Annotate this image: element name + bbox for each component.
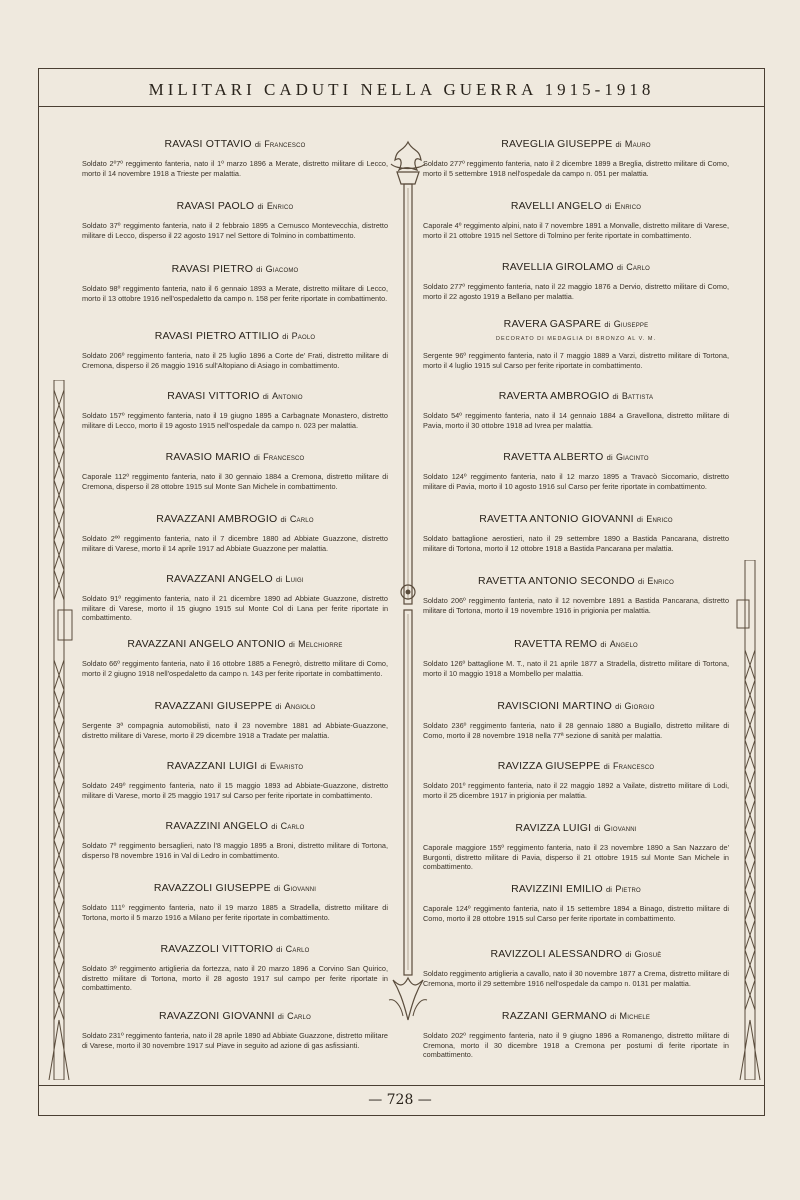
father-name: Angelo xyxy=(609,639,638,649)
entry-description: Sergente 96º reggimento fanteria, nato il 7 maggio 1889 a Varzi, distretto militare di Tortona, morto il 4 luglio 1915 sul Carso per ferite riportate in combattimento. xyxy=(423,351,729,370)
soldier-name: RAVIZZINI EMILIO xyxy=(511,883,603,895)
father-name: Giovanni xyxy=(603,823,637,833)
father-name: Carlo xyxy=(280,821,305,831)
soldier-name: RAVAZZANI LUIGI xyxy=(166,760,258,772)
di-label: di xyxy=(276,575,283,584)
entry-description: Soldato 98º reggimento fanteria, nato il 6 gennaio 1893 a Merate, distretto militare di Lecco, morto il 13 ottobre 1916 nell'ospedaletto da campo n. 158 per ferite riportate in combattimento. xyxy=(82,284,388,303)
di-label: di xyxy=(282,332,289,341)
entry-description: Soldato 277º reggimento fanteria, nato il 2 dicembre 1899 a Breglia, distretto militare di Como, morto il 5 settembre 1918 nell'ospedale da campo n. 051 per malattia. xyxy=(423,159,729,178)
entry-name xyxy=(82,700,388,712)
di-label: di xyxy=(288,640,295,649)
entry-name xyxy=(423,638,729,650)
entry-description: Soldato 124º reggimento fanteria, nato il 12 marzo 1895 a Travacò Siccomario, distretto militare di Pavia, morto il 10 agosto 1916 sul Carso per ferite riportate in combattimento. xyxy=(423,472,729,491)
entry-name xyxy=(423,200,729,212)
entry-description: Soldato 126º battaglione M. T., nato il 21 aprile 1877 a Stradella, distretto militare di Tortona, morto il 10 maggio 1918 a Mombello per malattia. xyxy=(423,659,729,678)
soldier-name: RAVISCIONI MARTINO xyxy=(497,700,613,712)
entry-description: Soldato 249º reggimento fanteria, nato il 15 maggio 1893 ad Abbiate-Guazzone, distretto militare di Varese, morto il 25 maggio 1917 sul Carso per ferite riportate in combattimento. xyxy=(82,781,388,800)
father-name: Carlo xyxy=(287,1011,311,1021)
entry-name xyxy=(82,1010,388,1022)
entry-description: Soldato 54º reggimento fanteria, nato il 14 gennaio 1884 a Gravellona, distretto militare di Pavia, morto il 30 ottobre 1918 ad Ivrea per malattia. xyxy=(423,411,729,430)
entry xyxy=(423,760,729,800)
decoration-note: DECORATO DI MEDAGLIA DI BRONZO AL V. M. xyxy=(495,336,657,342)
entry-name xyxy=(423,390,729,402)
entry-name xyxy=(423,760,729,772)
father-name: Evaristo xyxy=(269,761,304,771)
di-label: di xyxy=(256,265,263,274)
entry-name xyxy=(423,948,729,960)
entry-description: Soldato 202º reggimento fanteria, nato il 9 giugno 1896 a Romanengo, distretto militare di Cremona, morto il 30 dicembre 1918 a Cremona per postumi di ferite riportate in combattimento. xyxy=(423,1031,729,1060)
di-label: di xyxy=(276,945,283,954)
father-name: Giacinto xyxy=(615,452,649,462)
father-name: Enrico xyxy=(646,514,673,524)
father-name: Giorgio xyxy=(624,701,655,711)
father-name: Giovanni xyxy=(283,883,317,893)
soldier-name: RAVAZZANI AMBROGIO xyxy=(156,513,278,525)
soldier-name: RAVETTA ALBERTO xyxy=(503,451,604,463)
header-rule xyxy=(38,106,765,107)
soldier-name: RAVIZZOLI ALESSANDRO xyxy=(490,948,623,960)
entry-description: Caporale 124º reggimento fanteria, nato il 15 settembre 1894 a Binago, distretto militare di Como, morto il 28 ottobre 1915 sul Carso per ferite riportate in combattimento. xyxy=(423,904,729,923)
entry-description: Soldato 201º reggimento fanteria, nato il 22 maggio 1892 a Vailate, distretto militare di Lodi, morto il 25 dicembre 1917 in prigionia per malattia. xyxy=(423,781,729,800)
entry-description: Soldato 91º reggimento fanteria, nato il 21 dicembre 1890 ad Abbiate Guazzone, distretto militare di Varese, morto il 15 giugno 1915 sul Monte Col di Lana per ferite riportate in combattimento. xyxy=(82,594,388,623)
di-label: di xyxy=(253,453,260,462)
entry xyxy=(82,330,388,370)
soldier-name: RAZZANI GERMANO xyxy=(501,1010,607,1022)
father-name: Enrico xyxy=(647,576,674,586)
entry xyxy=(82,638,388,678)
di-label: di xyxy=(257,202,264,211)
father-name: Michele xyxy=(619,1011,651,1021)
entry-description: Soldato 37º reggimento fanteria, nato il 2 febbraio 1895 a Cernusco Montevecchia, distretto militare di Lecco, disperso il 22 agosto 1917 nel Settore di Tolmino in combattimento. xyxy=(82,221,388,240)
entry xyxy=(423,318,729,370)
entry xyxy=(82,1010,388,1050)
entry xyxy=(82,882,388,922)
di-label: di xyxy=(638,577,645,586)
entry-description: Soldato 236º reggimento fanteria, nato il 28 gennaio 1880 a Bugiallo, distretto militare di Como, morto il 28 novembre 1918 nella 77ª sezione di sanità per malattia. xyxy=(423,721,729,740)
father-name: Giacomo xyxy=(265,264,299,274)
soldier-name: RAVAZZANI ANGELO xyxy=(166,573,273,585)
entry-name xyxy=(82,943,388,955)
entry-name xyxy=(82,138,388,150)
entry xyxy=(423,700,729,740)
entry-name xyxy=(82,638,388,650)
soldier-name: RAVELLIA GIROLAMO xyxy=(501,261,614,273)
father-name: Giosuè xyxy=(634,949,662,959)
soldier-name: RAVASIO MARIO xyxy=(165,451,251,463)
entry-description: Soldato 2ºº reggimento fanteria, nato il 7 dicembre 1880 ad Abbiate Guazzone, distretto militare di Varese, morto il 14 aprile 1917 ad Abbiate Guazzone per malattia. xyxy=(82,534,388,553)
entry-description: Soldato 66º reggimento fanteria, nato il 16 ottobre 1885 a Fenegrò, distretto militare di Como, morto il 2 giugno 1918 nell'ospedaletto da campo n. 143 per ferite riportate in combattimento. xyxy=(82,659,388,678)
soldier-name: RAVELLI ANGELO xyxy=(510,200,603,212)
entry xyxy=(423,638,729,678)
di-label: di xyxy=(616,263,624,272)
entry-description: Soldato 2º7º reggimento fanteria, nato il 1º marzo 1896 a Merate, distretto militare di Lecco, morto il 14 novembre 1918 a Trieste per malattia. xyxy=(82,159,388,178)
soldier-name: RAVETTA ANTONIO GIOVANNI xyxy=(479,513,634,525)
soldier-name: RAVIZZA LUIGI xyxy=(515,822,592,834)
entry-name xyxy=(82,390,388,402)
entry xyxy=(82,200,388,240)
entry-description: Soldato 231º reggimento fanteria, nato il 28 aprile 1890 ad Abbiate Guazzone, distretto militare di Varese, morto il 30 novembre 1917 sul Piave in seguito ad azione di gas asfissianti. xyxy=(82,1031,388,1050)
father-name: Carlo xyxy=(285,944,310,954)
entry-name xyxy=(82,573,388,585)
soldier-name: RAVEGLIA GIUSEPPE xyxy=(501,138,613,150)
entry xyxy=(82,513,388,553)
soldier-name: RAVERA GASPARE xyxy=(503,318,602,330)
father-name: Battista xyxy=(621,391,654,401)
entry-description: Soldato 206º reggimento fanteria, nato il 12 novembre 1891 a Bastida Pancarana, distretto militare di Tortona, morto il 19 novembre 1916 in prigionia per malattia. xyxy=(423,596,729,615)
di-label: di xyxy=(260,762,267,771)
entry xyxy=(423,200,729,240)
di-label: di xyxy=(277,1012,284,1021)
entry-name xyxy=(423,883,729,895)
entry-description: Soldato 3º reggimento artiglieria da fortezza, nato il 20 marzo 1896 a Corvino San Quirico, distretto militare di Tortona, morto il 28 agosto 1917 sul campo per ferite riportate in combattimento. xyxy=(82,964,388,993)
entry-description: Soldato 206º reggimento fanteria, nato il 25 luglio 1896 a Corte de' Frati, distretto militare di Cremona, disperso il 26 maggio 1916 sull'Altopiano di Asiago in combattimento. xyxy=(82,351,388,370)
di-label: di xyxy=(600,640,607,649)
father-name: Paolo xyxy=(291,331,316,341)
entry-name xyxy=(423,261,729,273)
entry-name xyxy=(82,760,388,772)
di-label: di xyxy=(625,950,632,959)
entry xyxy=(82,760,388,800)
di-label: di xyxy=(275,702,282,711)
father-name: Carlo xyxy=(626,262,651,272)
entry-name xyxy=(423,1010,729,1022)
di-label: di xyxy=(603,762,610,771)
soldier-name: RAVASI PIETRO xyxy=(171,263,254,275)
entry xyxy=(423,390,729,430)
entry-name xyxy=(82,820,388,832)
entry-description: Soldato 157º reggimento fanteria, nato il 19 giugno 1895 a Carbagnate Monastero, distretto militare di Lecco, morto il 19 agosto 1915 nell'ospedale da campo n. 023 per malattia. xyxy=(82,411,388,430)
entry-description: Soldato 7º reggimento bersaglieri, nato l'8 maggio 1895 a Broni, distretto militare di Tortona, disperso l'8 novembre 1916 in Val di Ledro in combattimento. xyxy=(82,841,388,860)
father-name: Luigi xyxy=(285,574,304,584)
entry xyxy=(423,138,729,178)
soldier-name: RAVETTA REMO xyxy=(514,638,598,650)
left-side-ornament xyxy=(44,380,74,1080)
entry-description: Caporale maggiore 155º reggimento fanteria, nato il 23 novembre 1890 a San Nazzaro de' Burgonti, distretto militare di Pavia, disperso il 21 ottobre 1915 sul Monte San Michele in combattimento. xyxy=(423,843,729,872)
father-name: Francesco xyxy=(263,452,305,462)
entry-name xyxy=(423,451,729,463)
father-name: Enrico xyxy=(614,201,642,211)
entry-name xyxy=(423,138,729,150)
soldier-name: RAVASI PAOLO xyxy=(176,200,255,212)
di-label: di xyxy=(605,885,613,894)
entry xyxy=(423,822,729,872)
father-name: Mauro xyxy=(624,139,651,149)
soldier-name: RAVAZZOLI VITTORIO xyxy=(160,943,274,955)
soldier-name: RAVAZZONI GIOVANNI xyxy=(159,1010,275,1022)
page-number: — 728 — xyxy=(368,1092,432,1108)
entry xyxy=(423,575,729,615)
di-label: di xyxy=(271,822,278,831)
father-name: Enrico xyxy=(266,201,294,211)
soldier-name: RAVAZZINI ANGELO xyxy=(165,820,269,832)
footer-rule xyxy=(38,1085,765,1086)
soldier-name: RAVAZZANI ANGELO ANTONIO xyxy=(127,638,286,650)
di-label: di xyxy=(615,702,622,711)
di-label: di xyxy=(615,140,622,149)
entry-name xyxy=(82,200,388,212)
entry-description: Sergente 3ª compagnia automobilisti, nato il 23 novembre 1881 ad Abbiate-Guazzone, distretto militare di Varese, morto il 29 dicembre 1918 a Tradate per malattia. xyxy=(82,721,388,740)
entry-description: Caporale 4º reggimento alpini, nato il 7 novembre 1891 a Monvalle, distretto militare di Varese, morto il 21 ottobre 1915 nel Settore di Tolmino per ferite riportate in combattimento. xyxy=(423,221,729,240)
di-label: di xyxy=(262,392,269,401)
entry-name xyxy=(82,513,388,525)
soldier-name: RAVAZZOLI GIUSEPPE xyxy=(153,882,271,894)
entry xyxy=(82,573,388,623)
entry xyxy=(82,943,388,993)
entry xyxy=(423,261,729,301)
father-name: Pietro xyxy=(615,884,641,894)
entry-name xyxy=(423,318,729,330)
father-name: Antonio xyxy=(272,391,303,401)
di-label: di xyxy=(605,202,612,211)
entry xyxy=(82,263,388,303)
di-label: di xyxy=(636,515,644,524)
di-label: di xyxy=(280,515,287,524)
father-name: Francesco xyxy=(612,761,655,771)
entry xyxy=(82,700,388,740)
entry xyxy=(423,513,729,553)
entry-description: Soldato reggimento artiglieria a cavallo, nato il 30 novembre 1877 a Crema, distretto militare di Cremona, morto il 29 settembre 1916 nell'ospedale da campo n. 0131 per malattia. xyxy=(423,969,729,988)
entry-name xyxy=(423,513,729,525)
father-name: Carlo xyxy=(289,514,314,524)
soldier-name: RAVETTA ANTONIO SECONDO xyxy=(478,575,635,587)
entry-name xyxy=(423,822,729,834)
page-title: MILITARI CADUTI NELLA GUERRA 1915-1918 xyxy=(148,80,655,99)
father-name: Angiolo xyxy=(284,701,316,711)
entry xyxy=(423,948,729,988)
entry-description: Soldato 277º reggimento fanteria, nato il 22 maggio 1876 a Dervio, distretto militare di Como, morto il 22 agosto 1919 a Bellano per malattia. xyxy=(423,282,729,301)
entry xyxy=(82,390,388,430)
di-label: di xyxy=(604,320,611,329)
soldier-name: RAVIZZA GIUSEPPE xyxy=(497,760,601,772)
entry xyxy=(82,138,388,178)
father-name: Giuseppe xyxy=(613,319,649,329)
entry-name xyxy=(82,882,388,894)
entry-name xyxy=(423,700,729,712)
soldier-name: RAVASI OTTAVIO xyxy=(164,138,252,150)
di-label: di xyxy=(610,1012,617,1021)
right-side-ornament xyxy=(735,560,765,1080)
soldier-name: RAVASI PIETRO ATTILIO xyxy=(154,330,280,342)
entry-description: Soldato 111º reggimento fanteria, nato il 19 marzo 1885 a Stradella, distretto militare di Tortona, morto il 5 marzo 1916 a Milano per ferite riportate in combattimento. xyxy=(82,903,388,922)
di-label: di xyxy=(606,453,613,462)
entry-name xyxy=(82,451,388,463)
di-label: di xyxy=(273,884,281,893)
di-label: di xyxy=(612,392,619,401)
entry-name xyxy=(82,263,388,275)
entry-description: Soldato battaglione aerostieri, nato il 29 settembre 1890 a Bastida Pancarana, distretto militare di Tortona, morto il 12 ottobre 1918 a Bastida Pancarana per malattia. xyxy=(423,534,729,553)
di-label: di xyxy=(594,824,601,833)
entry-description: Caporale 112º reggimento fanteria, nato il 30 gennaio 1884 a Cremona, distretto militare di Cremona, disperso il 28 ottobre 1915 sul Monte San Michele in combattimento. xyxy=(82,472,388,491)
father-name: Melchiorre xyxy=(298,639,343,649)
entry xyxy=(423,883,729,923)
father-name: Francesco xyxy=(264,139,306,149)
entry xyxy=(82,451,388,491)
entry xyxy=(423,451,729,491)
soldier-name: RAVASI VITTORIO xyxy=(167,390,260,402)
di-label: di xyxy=(254,140,262,149)
soldier-name: RAVAZZANI GIUSEPPE xyxy=(154,700,273,712)
soldier-name: RAVERTA AMBROGIO xyxy=(498,390,610,402)
entry xyxy=(82,820,388,860)
entry-name xyxy=(423,575,729,587)
entry xyxy=(423,1010,729,1060)
entry-name xyxy=(82,330,388,342)
